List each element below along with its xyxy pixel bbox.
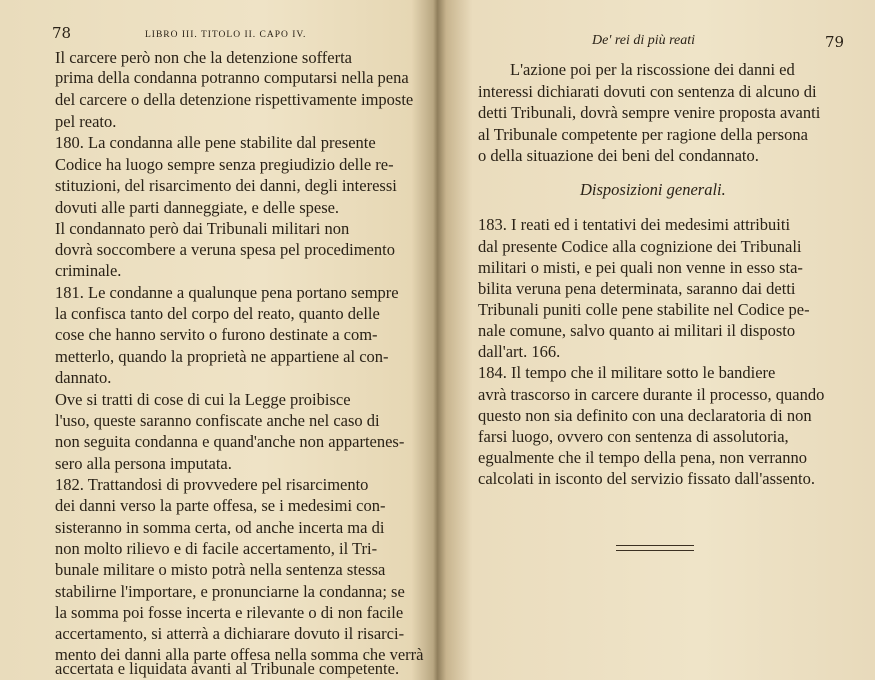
text-line: la somma poi fosse incerta e rilevante o di non facile (55, 603, 404, 622)
text-line: stituzioni, del risarcimento dei danni, degli interessi (55, 176, 397, 195)
text-line: Il condannato però dai Tribunali militari non (55, 219, 350, 238)
text-line: metterlo, quando la proprietà ne appartiene al con- (55, 347, 389, 366)
text-line: la confisca tanto del corpo del reato, quanto delle (55, 304, 380, 323)
text-line: egualmente che il tempo della pena, non verranno (478, 448, 807, 467)
text-line: del carcere o della detenzione rispettivamente imposte (55, 90, 414, 109)
text-line: sero alla persona imputata. (55, 454, 232, 473)
text-line: Codice ha luogo sempre senza pregiudizio delle re- (55, 155, 394, 174)
text-line: Il carcere però non che la detenzione sofferta (55, 48, 352, 67)
text-line: o della situazione dei beni del condannato. (478, 146, 759, 165)
text-line: militari o misti, e pei quali non venne in esso sta- (478, 258, 803, 277)
text-line: avrà trascorso in carcere durante il processo, quando (478, 385, 825, 404)
text-line: non molto rilievo e di facile accertamento, il Tri- (55, 539, 378, 558)
text-line: mento dei danni alla parte offesa nella somma che verrà (55, 645, 424, 664)
double-rule-divider (616, 545, 694, 551)
text-line: questo non sia definito con una declaratoria di non (478, 406, 812, 425)
text-line: calcolati in isconto del servizio fissato dall'assento. (478, 469, 816, 488)
right-page (440, 0, 875, 680)
text-line: 181. Le condanne a qualunque pena portano sempre (55, 283, 399, 302)
running-head: LIBRO III. TITOLO II. CAPO IV. (145, 30, 307, 40)
left-page (0, 0, 430, 680)
text-line: al Tribunale competente per ragione della persona (478, 125, 808, 144)
text-line: dovrà soccombere a veruna spesa pel procedimento (55, 240, 395, 259)
text-line: Ove si tratti di cose di cui la Legge proibisce (55, 390, 351, 409)
text-line: 180. La condanna alle pene stabilite dal presente (55, 133, 376, 152)
page-number: 78 (52, 24, 72, 42)
text-line: dannato. (55, 368, 112, 387)
text-line: stabilirne l'importare, e pronunciarne la condanna; se (55, 582, 405, 601)
text-line: L'azione poi per la riscossione dei danni ed (510, 60, 795, 79)
page-number: 79 (825, 33, 845, 51)
text-line: bunale militare o misto potrà nella sentenza stessa (55, 560, 386, 579)
text-line: interessi dichiarati dovuti con sentenza di alcuno di (478, 82, 817, 101)
text-line: 182. Trattandosi di provvedere pel risarcimento (55, 475, 369, 494)
text-line: detti Tribunali, dovrà sempre venire proposta avanti (478, 103, 821, 122)
text-line: accertata e liquidata avanti al Tribunale competente. (55, 659, 400, 678)
text-line: nale comune, salvo quanto ai militari il disposto (478, 321, 796, 340)
text-line: farsi luogo, ovvero con sentenza di assolutoria, (478, 427, 789, 446)
text-line: non seguita condanna e quand'anche non appartenes- (55, 432, 405, 451)
text-line: cose che hanno servito o furono destinate a com- (55, 325, 378, 344)
text-line: 183. I reati ed i tentativi dei medesimi attribuiti (478, 215, 791, 234)
text-line: prima della condanna potranno computarsi nella pena (55, 68, 409, 87)
text-line: dal presente Codice alla cognizione dei Tribunali (478, 237, 802, 256)
text-line: bilita veruna pena determinata, saranno dai detti (478, 279, 796, 298)
text-line: sisteranno in somma certa, od anche incerta ma di (55, 518, 385, 537)
section-heading: Disposizioni generali. (580, 180, 726, 199)
text-line: accertamento, si atterrà a dichiarare dovuto il risarci- (55, 624, 405, 643)
text-line: criminale. (55, 261, 122, 280)
running-head: De' rei di più reati (592, 33, 696, 48)
text-line: Tribunali puniti colle pene stabilite nel Codice pe- (478, 300, 810, 319)
text-line: pel reato. (55, 112, 117, 131)
text-line: dei danni verso la parte offesa, se i medesimi con- (55, 496, 386, 515)
text-line: dall'art. 166. (478, 342, 561, 361)
text-line: l'uso, queste saranno confiscate anche nel caso di (55, 411, 380, 430)
text-line: 184. Il tempo che il militare sotto le bandiere (478, 363, 776, 382)
text-line: dovuti alle parti danneggiate, e delle spese. (55, 198, 340, 217)
